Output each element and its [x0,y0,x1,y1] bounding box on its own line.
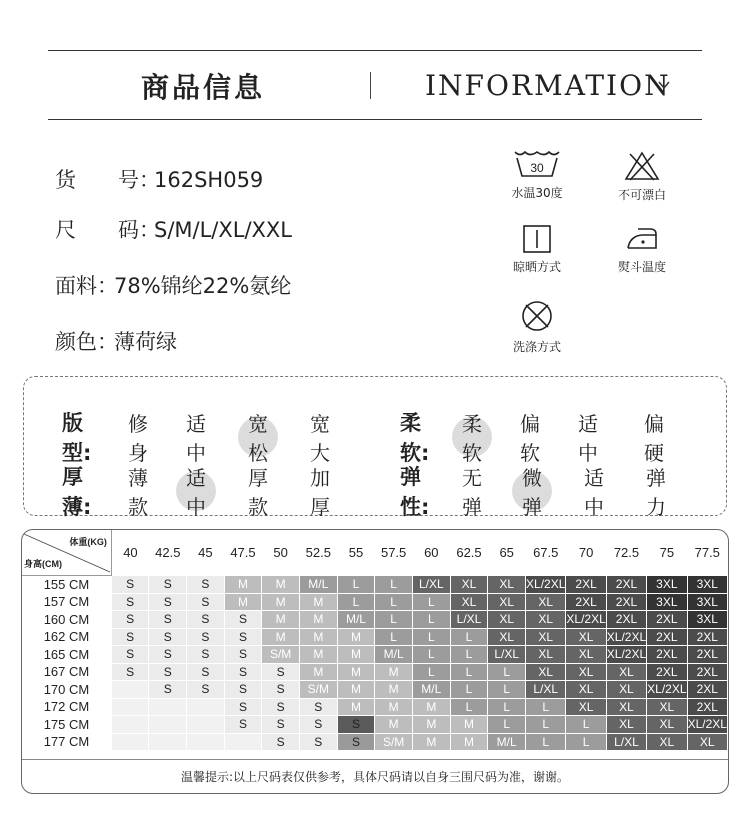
size-cell: S [262,681,300,699]
size-cell: 2XL [687,663,727,681]
size-chart-table [22,530,728,751]
size-cell: M [375,716,413,734]
size-cell: M [337,646,375,664]
size-cell: S [262,663,300,681]
elasticity-label: 弹性: [400,465,430,519]
size-cell: S [111,576,149,594]
size-cell: XL [450,576,488,594]
size-cell: 3XL [647,593,687,611]
header-title-en: INFORMATION [425,69,671,102]
size-cell: XL [566,698,606,716]
size-cell: 3XL [647,576,687,594]
softness-option: 偏硬 [644,412,664,465]
size-chart [21,529,729,794]
fit-option: 适中 [186,412,206,465]
size-cell: M [299,611,337,629]
size-cell: XL [566,663,606,681]
iron-icon [622,224,662,254]
size-cell: 2XL [647,663,687,681]
height-axis-label: 身高(CM) [24,559,62,569]
size-cell: M [299,628,337,646]
thickness-option-selected: 适中 [186,462,206,520]
elasticity-option: 适中 [584,466,604,519]
size-cell: L [412,663,450,681]
weight-column-header: 55 [348,545,364,560]
size-cell: L [375,593,413,611]
size-cell: M [224,593,262,611]
size-cell: M [450,716,488,734]
size-cell: S [299,716,337,734]
size-cell: XL/2XL [647,682,687,697]
height-cell: 170 CM [43,681,90,697]
material-row [55,270,291,300]
size-cell: 2XL [606,576,646,594]
table-row [22,628,728,646]
height-cell: 157 CM [43,594,90,610]
size-cell: L [526,733,566,751]
color-label: 颜色： [55,330,118,354]
size-cell: S [337,716,375,734]
size-cell: S [262,716,300,734]
header-divider [370,72,371,99]
size-cell: L/XL [526,681,566,699]
size-cell: 2XL [687,681,727,699]
footnote-divider [22,759,728,760]
size-label: 尺 码： [55,218,160,242]
material-label: 面料： [55,274,118,298]
size-cell: 2XL [606,611,646,629]
size-cell: M [262,593,300,611]
height-cell: 160 CM [43,611,90,627]
size-cell: S [224,681,262,699]
size-footnote: 温馨提示:以上尺码表仅供参考，具体尺码请以自身三围尺码为准，谢谢。 [180,770,570,784]
weight-column-header: 75 [659,545,675,560]
weight-axis-label: 体重(KG) [69,537,107,547]
size-cell: S [299,698,337,716]
size-cell: XL [488,628,526,646]
size-cell: M/L [337,611,375,629]
size-cell: L [450,681,488,699]
thickness-label: 厚薄: [62,465,92,519]
table-row [22,611,728,629]
thickness-option: 厚款 [248,466,268,519]
size-cell: L [566,716,606,734]
washing-label: 洗涤方式 [512,340,561,354]
table-corner-header [22,530,111,576]
size-cell: S [187,663,225,681]
weight-column-header: 52.5 [305,545,331,560]
size-cell: 2XL [647,646,687,664]
size-cell: XL/2XL [566,612,606,627]
size-cell [149,733,187,751]
size-cell: XL [647,716,687,734]
size-cell: XL [647,733,687,751]
height-cell: 162 CM [43,629,90,645]
size-cell: 2XL [566,576,606,594]
size-cell: M [375,681,413,699]
size-cell: XL [566,681,606,699]
size-cell: M/L [299,576,337,594]
size-cell: M/L [488,733,526,751]
size-cell: XL [526,628,566,646]
header-title-cn: 商品信息 [141,71,266,104]
material-value: 78%锦纶22%氨纶 [114,274,292,298]
size-cell: S [224,716,262,734]
care-water-temp [492,148,582,201]
size-cell [149,716,187,734]
size-cell: 2XL [687,628,727,646]
size-cell: M [412,733,450,751]
size-cell: 3XL [687,611,727,629]
table-row [22,716,728,734]
size-cell: L [337,576,375,594]
size-cell: L [526,698,566,716]
size-cell: XL [606,681,646,699]
weight-column-header: 67.5 [533,545,559,560]
height-cell: 172 CM [43,699,90,715]
table-row [22,663,728,681]
no-tumble-dry-icon [517,298,557,334]
size-cell: L [412,611,450,629]
size-cell: L/XL [606,733,646,751]
item-number-row [55,164,263,194]
size-cell: XL [526,646,566,664]
size-cell [187,733,225,751]
iron-label: 熨斗温度 [617,260,666,274]
size-cell: S [299,733,337,751]
care-washing [492,298,582,355]
height-cell: 175 CM [43,716,90,732]
size-cell: S [187,646,225,664]
size-cell: M [450,733,488,751]
weight-column-header: 62.5 [456,545,482,560]
size-cell: M [224,576,262,594]
table-row [22,646,728,664]
size-cell: M [337,698,375,716]
size-cell: XL/2XL [526,577,566,592]
size-cell: XL [488,576,526,594]
size-cell: 2XL [687,646,727,664]
size-cell: S [337,733,375,751]
size-cell: XL/2XL [606,629,647,644]
weight-column-header: 50 [273,545,288,560]
size-cell: 2XL [606,593,646,611]
weight-column-header: 42.5 [155,545,181,560]
size-cell: S [224,628,262,646]
size-cell: S [262,698,300,716]
size-cell: L/XL [488,646,526,664]
care-no-bleach [597,150,687,203]
size-value: S/M/L/XL/XXL [154,218,293,242]
size-cell: XL [488,593,526,611]
size-cell: XL [687,733,727,751]
size-cell: 2XL [647,611,687,629]
weight-column-header: 60 [424,545,439,560]
size-cell [224,733,262,751]
no-bleach-icon [622,150,662,182]
size-cell: M [299,593,337,611]
size-cell: L [412,628,450,646]
size-cell: XL [566,646,606,664]
size-cell: XL/2XL [606,647,647,662]
size-cell: XL [526,611,566,629]
size-cell: S [224,611,262,629]
size-cell: S [224,698,262,716]
height-cell: 155 CM [43,577,90,592]
size-cell: 2XL [687,698,727,716]
size-cell: S [111,611,149,629]
size-row [55,214,292,244]
weight-column-header: 72.5 [613,545,640,560]
elasticity-option: 无弹 [462,466,482,519]
size-cell: M [412,698,450,716]
svg-text:30: 30 [530,161,544,175]
size-cell: L [450,698,488,716]
weight-column-header: 47.5 [230,545,256,560]
size-cell: S [111,593,149,611]
size-cell [111,681,149,699]
height-cell: 177 CM [43,734,90,750]
size-cell: L [450,663,488,681]
size-cell: XL [606,698,646,716]
wash-30-icon [512,148,562,180]
water-temp-label: 水温30度 [511,186,563,200]
size-cell: S [149,593,187,611]
softness-label: 柔软: [400,411,430,465]
thickness-option: 薄款 [128,466,148,519]
no-bleach-label: 不可漂白 [617,188,666,202]
size-cell: S [187,681,225,699]
fit-option-selected: 宽松 [248,408,268,466]
drip-dry-icon [517,224,557,254]
table-row [22,733,728,751]
size-chart-body [22,576,728,751]
size-cell: XL [488,611,526,629]
size-cell: M [337,663,375,681]
care-drying [492,224,582,275]
size-cell: S/M [375,733,413,751]
weight-column-header: 70 [578,545,594,560]
softness-option: 适中 [578,412,598,465]
weight-column-header: 57.5 [380,545,407,560]
size-cell: S/M [299,681,337,699]
size-cell: S [149,576,187,594]
fit-option: 修身 [128,412,148,465]
header-bottom-rule [48,119,702,120]
size-cell: S [149,628,187,646]
size-cell: 3XL [687,576,727,594]
size-cell: XL/2XL [687,717,727,732]
weight-column-header: 45 [198,545,213,560]
elasticity-option: 弹力 [646,466,666,519]
size-cell: L [375,628,413,646]
size-cell: S [111,663,149,681]
size-cell: S [111,628,149,646]
chevron-down-icon[interactable] [657,78,671,92]
thickness-option: 加厚 [310,466,330,519]
features-panel [23,376,727,519]
size-cell: S [149,681,187,699]
size-cell: S [224,646,262,664]
color-row [55,326,177,356]
size-cell: M [262,576,300,594]
fit-label: 版型: [62,411,92,465]
header-top-rule [48,50,702,51]
size-cell: S [187,593,225,611]
size-cell: L [566,733,606,751]
item-number-label: 货 号： [55,168,160,192]
size-cell [111,733,149,751]
size-cell: S/M [262,646,300,664]
size-cell: S [187,576,225,594]
table-row [22,576,728,594]
size-cell: M [337,681,375,699]
size-cell: S [187,628,225,646]
size-cell: S [187,611,225,629]
size-cell: XL [606,663,646,681]
size-cell: L/XL [412,576,450,594]
item-number-value: 162SH059 [154,168,264,192]
size-cell: M/L [375,646,413,664]
size-cell [111,698,149,716]
size-cell: S [149,663,187,681]
elasticity-option-selected: 微弹 [522,462,542,520]
softness-option-selected: 柔软 [462,408,482,466]
size-cell: M [337,628,375,646]
size-cell: XL [450,593,488,611]
table-row [22,593,728,611]
size-cell: L [375,611,413,629]
size-cell: L [488,681,526,699]
size-cell: XL [566,628,606,646]
size-cell: S [149,611,187,629]
size-cell: L [526,716,566,734]
size-cell: M [262,628,300,646]
size-cell: L [412,593,450,611]
size-cell: XL [526,663,566,681]
color-value: 薄荷绿 [114,330,177,354]
weight-header-row [22,530,728,576]
size-cell: 2XL [647,628,687,646]
size-cell: S [224,663,262,681]
size-cell: 2XL [566,593,606,611]
size-cell: L [450,628,488,646]
size-cell: XL [526,593,566,611]
table-row [22,681,728,699]
table-row [22,698,728,716]
size-cell: L [488,663,526,681]
size-cell: S [262,733,300,751]
size-cell [149,698,187,716]
size-cell: M [375,663,413,681]
size-cell: S [111,646,149,664]
size-cell [187,698,225,716]
size-cell: M [299,663,337,681]
height-cell: 167 CM [43,664,90,680]
size-cell [187,716,225,734]
size-cell: L [450,646,488,664]
size-cell: M [375,698,413,716]
size-cell: S [149,646,187,664]
size-cell: 3XL [687,593,727,611]
size-cell: M/L [412,681,450,699]
weight-column-header: 77.5 [694,545,720,560]
fit-option: 宽大 [310,412,330,465]
size-cell: L [375,576,413,594]
size-cell: L/XL [450,611,488,629]
size-cell: L [412,646,450,664]
size-cell: M [412,716,450,734]
size-cell [111,716,149,734]
size-cell: XL [647,698,687,716]
size-cell: XL [606,716,646,734]
size-cell: L [488,716,526,734]
size-cell: M [299,646,337,664]
size-cell: L [488,698,526,716]
weight-column-header: 40 [123,545,138,560]
drying-label: 晾晒方式 [512,260,561,274]
size-cell: M [262,611,300,629]
height-cell: 165 CM [43,646,90,662]
softness-option: 偏软 [520,412,540,465]
weight-column-header: 65 [499,545,514,560]
size-cell: L [337,593,375,611]
care-iron [597,224,687,275]
